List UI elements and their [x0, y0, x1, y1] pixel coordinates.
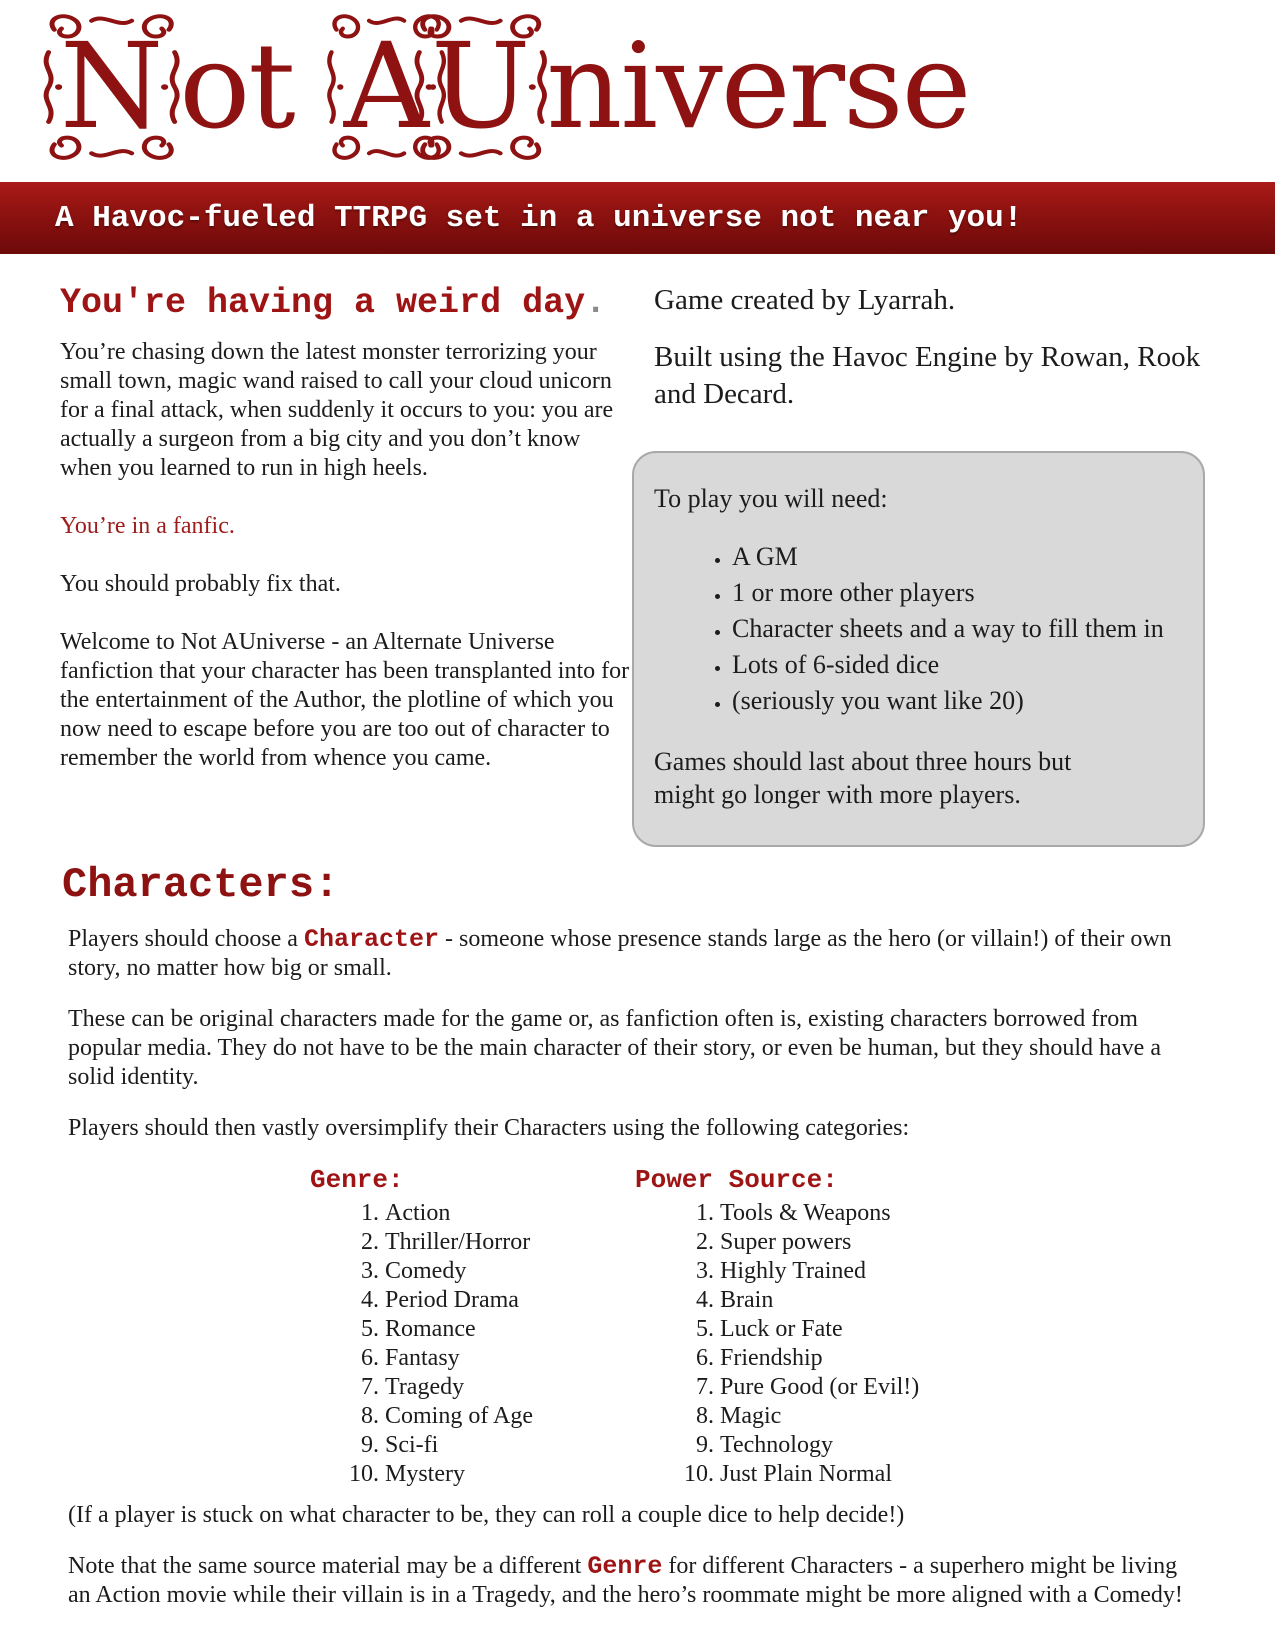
- title-letter-n: N: [60, 17, 164, 155]
- list-item: 5. Luck or Fate: [720, 1315, 919, 1344]
- characters-paragraph-2: These can be original characters made for the game or, as fanfiction often is, existing characters borrowed from popular media. They do not have to be the main character of their story, or even be human, but they should have a solid identity.: [68, 1006, 1161, 1090]
- intro-section: [60, 282, 1205, 847]
- list-item: 8. Coming of Age: [385, 1402, 620, 1431]
- weird-day-heading: [60, 282, 636, 324]
- page-header: [0, 0, 1275, 176]
- genre-heading: Genre:: [310, 1165, 404, 1195]
- characters-paragraph-1: [68, 925, 1205, 983]
- title-letter-u: U: [430, 17, 531, 155]
- power-source-heading: Power Source:: [635, 1165, 838, 1195]
- genre-list: [290, 1199, 620, 1489]
- list-item: • (seriously you want like 20): [732, 683, 1187, 719]
- list-item: 9. Sci-fi: [385, 1431, 620, 1460]
- credits-column: [652, 282, 1205, 847]
- power-source-list: [620, 1199, 919, 1489]
- genre-keyword: Genre: [587, 1552, 663, 1581]
- requirements-box: [632, 451, 1205, 847]
- ornate-initial-a: [328, 17, 445, 155]
- tagline-text: A Havoc-fueled TTRPG set in a universe not near you!: [55, 200, 1023, 236]
- weird-day-heading-text: You're having a weird day: [60, 283, 586, 323]
- list-item: 1. Tools & Weapons: [720, 1199, 919, 1228]
- list-item: 7. Pure Good (or Evil!): [720, 1373, 919, 1402]
- genre-note: [68, 1552, 1205, 1610]
- tagline-banner: [0, 182, 1275, 254]
- intro-column: [60, 282, 636, 847]
- ornate-initial-n: [44, 17, 179, 155]
- title-text-ot: ot: [179, 17, 294, 155]
- genre-note-after: for different Characters - a superhero might be living an Action movie while their villain is in a Tragedy, and the hero’s roommate might be more aligned with a Comedy!: [68, 1553, 1183, 1608]
- list-item: 10. Just Plain Normal: [720, 1460, 919, 1489]
- character-keyword: Character: [303, 925, 439, 954]
- list-item: • A GM: [732, 539, 1187, 575]
- list-item: 9. Technology: [720, 1431, 919, 1460]
- characters-heading: Characters:: [62, 861, 340, 909]
- welcome-paragraph: Welcome to Not AUniverse - an Alternate Universe fanfiction that your character has been transplanted into for the entertainment of the Author, the plotline of which you now need to escape before you are too out of character to remember the world from whence you came.: [60, 629, 630, 771]
- list-item: 1. Action: [385, 1199, 620, 1228]
- list-item: 2. Super powers: [720, 1228, 919, 1257]
- characters-section: [60, 861, 1205, 1610]
- list-item: 4. Period Drama: [385, 1286, 620, 1315]
- genre-note-before: Note that the same source material may be a different: [68, 1553, 588, 1579]
- list-item: 10. Mystery: [385, 1460, 620, 1489]
- list-item: • Lots of 6-sided dice: [732, 647, 1187, 683]
- intro-paragraph: You’re chasing down the latest monster terrorizing your small town, magic wand raised to call your cloud unicorn for a final attack, when suddenly it occurs to you: you are actually a surgeon from a big city and you don’t know when you learned to run in high heels.: [60, 339, 614, 481]
- requirements-outro: Games should last about three hours but might go longer with more players.: [654, 747, 1072, 809]
- list-item: 5. Romance: [385, 1315, 620, 1344]
- fanfic-line: You’re in a fanfic.: [60, 513, 235, 539]
- characters-paragraph-3: Players should then vastly oversimplify their Characters using the following categories:: [68, 1115, 910, 1141]
- title-letter-a: A: [343, 17, 429, 155]
- list-item: • Character sheets and a way to fill them in: [732, 611, 1187, 647]
- list-item: 3. Comedy: [385, 1257, 620, 1286]
- characters-p1-after: - someone whose presence stands large as the hero (or villain!) of their own story, no matter how big or small.: [68, 926, 1172, 981]
- list-item: 8. Magic: [720, 1402, 919, 1431]
- ornate-initial-u: [415, 17, 546, 155]
- list-item: 4. Brain: [720, 1286, 919, 1315]
- credit-line-engine: Built using the Havoc Engine by Rowan, Rook and Decard.: [654, 341, 1201, 410]
- requirements-list: [654, 539, 1187, 719]
- list-item: 7. Tragedy: [385, 1373, 620, 1402]
- characters-p1-before: Players should choose a: [68, 926, 304, 952]
- list-item: 2. Thriller/Horror: [385, 1228, 620, 1257]
- fix-line: You should probably fix that.: [60, 571, 341, 597]
- category-lists: [290, 1165, 1205, 1489]
- game-title: [44, 17, 1275, 155]
- list-item: 6. Fantasy: [385, 1344, 620, 1373]
- genre-list-column: [290, 1165, 620, 1489]
- requirements-intro: To play you will need:: [654, 484, 888, 513]
- credit-line-creator: Game created by Lyarrah.: [654, 284, 956, 316]
- list-item: 6. Friendship: [720, 1344, 919, 1373]
- power-source-list-column: [620, 1165, 919, 1489]
- list-item: 3. Highly Trained: [720, 1257, 919, 1286]
- title-text-niverse: niverse: [546, 17, 970, 155]
- page-content: [0, 282, 1275, 1610]
- list-item: • 1 or more other players: [732, 575, 1187, 611]
- dice-note: (If a player is stuck on what character to be, they can roll a couple dice to help decide!): [68, 1502, 905, 1528]
- weird-day-heading-period: .: [585, 283, 607, 323]
